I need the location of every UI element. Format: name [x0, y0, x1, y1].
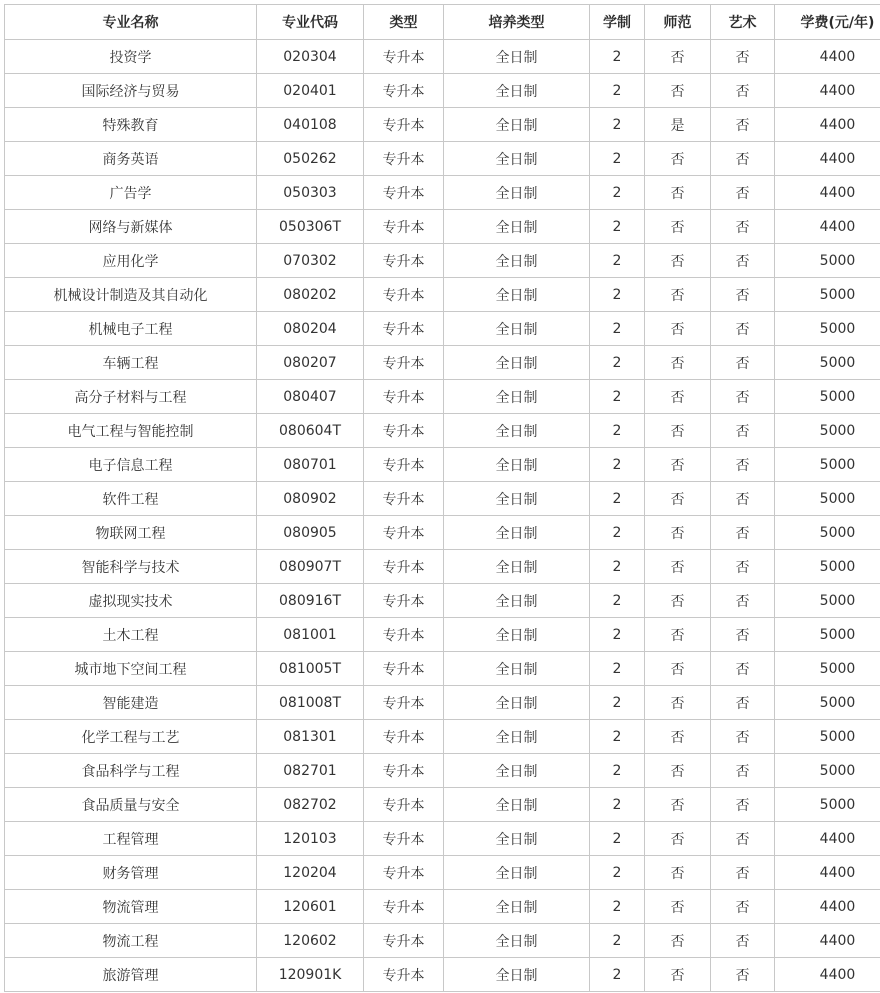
cell-teacher-training: 否 — [645, 618, 711, 652]
table-row — [5, 380, 880, 414]
header-row — [5, 5, 880, 40]
cell-major-code: 082702 — [257, 788, 364, 822]
cell-major-code: 020401 — [257, 74, 364, 108]
cell-type: 专升本 — [364, 244, 444, 278]
cell-major-name: 土木工程 — [5, 618, 257, 652]
header-type: 类型 — [364, 5, 444, 40]
table-row — [5, 618, 880, 652]
cell-teacher-training: 否 — [645, 244, 711, 278]
cell-major-code: 080902 — [257, 482, 364, 516]
cell-major-code: 120602 — [257, 924, 364, 958]
majors-table — [4, 4, 880, 992]
cell-major-name: 旅游管理 — [5, 958, 257, 992]
cell-type: 专升本 — [364, 448, 444, 482]
cell-duration: 2 — [590, 788, 645, 822]
cell-study-mode: 全日制 — [444, 278, 590, 312]
cell-study-mode: 全日制 — [444, 414, 590, 448]
cell-study-mode: 全日制 — [444, 924, 590, 958]
cell-type: 专升本 — [364, 142, 444, 176]
table-row — [5, 482, 880, 516]
cell-duration: 2 — [590, 176, 645, 210]
table-row — [5, 346, 880, 380]
cell-art: 否 — [711, 618, 775, 652]
header-art: 艺术 — [711, 5, 775, 40]
cell-major-code: 080202 — [257, 278, 364, 312]
cell-tuition: 4400 — [775, 958, 880, 992]
cell-art: 否 — [711, 346, 775, 380]
cell-art: 否 — [711, 380, 775, 414]
cell-major-name: 城市地下空间工程 — [5, 652, 257, 686]
cell-duration: 2 — [590, 448, 645, 482]
cell-tuition: 5000 — [775, 788, 880, 822]
cell-teacher-training: 否 — [645, 550, 711, 584]
cell-type: 专升本 — [364, 890, 444, 924]
table-row — [5, 720, 880, 754]
cell-type: 专升本 — [364, 312, 444, 346]
cell-art: 否 — [711, 924, 775, 958]
cell-tuition: 4400 — [775, 822, 880, 856]
cell-teacher-training: 否 — [645, 686, 711, 720]
cell-duration: 2 — [590, 414, 645, 448]
cell-tuition: 5000 — [775, 618, 880, 652]
cell-major-code: 081301 — [257, 720, 364, 754]
header-major-code: 专业代码 — [257, 5, 364, 40]
cell-type: 专升本 — [364, 210, 444, 244]
cell-study-mode: 全日制 — [444, 958, 590, 992]
cell-type: 专升本 — [364, 754, 444, 788]
cell-art: 否 — [711, 482, 775, 516]
cell-duration: 2 — [590, 380, 645, 414]
cell-art: 否 — [711, 856, 775, 890]
cell-major-name: 高分子材料与工程 — [5, 380, 257, 414]
cell-major-code: 080916T — [257, 584, 364, 618]
table-row — [5, 278, 880, 312]
cell-type: 专升本 — [364, 278, 444, 312]
cell-teacher-training: 否 — [645, 142, 711, 176]
cell-art: 否 — [711, 958, 775, 992]
cell-study-mode: 全日制 — [444, 516, 590, 550]
cell-type: 专升本 — [364, 414, 444, 448]
cell-study-mode: 全日制 — [444, 720, 590, 754]
cell-major-name: 虚拟现实技术 — [5, 584, 257, 618]
cell-teacher-training: 否 — [645, 720, 711, 754]
cell-tuition: 4400 — [775, 108, 880, 142]
cell-study-mode: 全日制 — [444, 448, 590, 482]
cell-teacher-training: 否 — [645, 652, 711, 686]
table-row — [5, 516, 880, 550]
cell-major-name: 广告学 — [5, 176, 257, 210]
cell-type: 专升本 — [364, 516, 444, 550]
cell-art: 否 — [711, 108, 775, 142]
cell-major-code: 120901K — [257, 958, 364, 992]
cell-teacher-training: 否 — [645, 822, 711, 856]
cell-major-name: 财务管理 — [5, 856, 257, 890]
cell-tuition: 5000 — [775, 482, 880, 516]
cell-art: 否 — [711, 788, 775, 822]
cell-teacher-training: 否 — [645, 754, 711, 788]
cell-tuition: 4400 — [775, 74, 880, 108]
cell-study-mode: 全日制 — [444, 788, 590, 822]
table-row — [5, 924, 880, 958]
cell-major-code: 070302 — [257, 244, 364, 278]
cell-type: 专升本 — [364, 346, 444, 380]
cell-type: 专升本 — [364, 822, 444, 856]
cell-major-code: 120601 — [257, 890, 364, 924]
cell-duration: 2 — [590, 856, 645, 890]
cell-major-code: 020304 — [257, 40, 364, 74]
cell-study-mode: 全日制 — [444, 244, 590, 278]
cell-teacher-training: 否 — [645, 312, 711, 346]
cell-type: 专升本 — [364, 652, 444, 686]
cell-tuition: 5000 — [775, 754, 880, 788]
cell-type: 专升本 — [364, 856, 444, 890]
table-row — [5, 142, 880, 176]
cell-major-code: 120103 — [257, 822, 364, 856]
cell-study-mode: 全日制 — [444, 482, 590, 516]
cell-study-mode: 全日制 — [444, 890, 590, 924]
cell-major-name: 机械设计制造及其自动化 — [5, 278, 257, 312]
cell-study-mode: 全日制 — [444, 856, 590, 890]
cell-major-name: 应用化学 — [5, 244, 257, 278]
cell-major-name: 车辆工程 — [5, 346, 257, 380]
header-major-name: 专业名称 — [5, 5, 257, 40]
table-row — [5, 652, 880, 686]
cell-tuition: 5000 — [775, 414, 880, 448]
cell-tuition: 4400 — [775, 924, 880, 958]
cell-type: 专升本 — [364, 618, 444, 652]
cell-major-name: 智能建造 — [5, 686, 257, 720]
cell-major-code: 080604T — [257, 414, 364, 448]
cell-art: 否 — [711, 176, 775, 210]
cell-teacher-training: 否 — [645, 414, 711, 448]
cell-teacher-training: 否 — [645, 856, 711, 890]
cell-art: 否 — [711, 516, 775, 550]
cell-teacher-training: 否 — [645, 74, 711, 108]
table-row — [5, 448, 880, 482]
cell-type: 专升本 — [364, 550, 444, 584]
cell-study-mode: 全日制 — [444, 108, 590, 142]
cell-major-code: 081005T — [257, 652, 364, 686]
cell-duration: 2 — [590, 890, 645, 924]
cell-art: 否 — [711, 244, 775, 278]
cell-duration: 2 — [590, 142, 645, 176]
cell-major-code: 050306T — [257, 210, 364, 244]
table-row — [5, 822, 880, 856]
cell-major-name: 特殊教育 — [5, 108, 257, 142]
cell-study-mode: 全日制 — [444, 380, 590, 414]
cell-major-code: 120204 — [257, 856, 364, 890]
cell-study-mode: 全日制 — [444, 40, 590, 74]
cell-duration: 2 — [590, 550, 645, 584]
cell-major-name: 工程管理 — [5, 822, 257, 856]
cell-tuition: 4400 — [775, 176, 880, 210]
cell-major-code: 050303 — [257, 176, 364, 210]
cell-teacher-training: 否 — [645, 40, 711, 74]
cell-major-name: 电气工程与智能控制 — [5, 414, 257, 448]
cell-duration: 2 — [590, 754, 645, 788]
cell-teacher-training: 否 — [645, 210, 711, 244]
cell-duration: 2 — [590, 686, 645, 720]
cell-tuition: 5000 — [775, 346, 880, 380]
cell-major-code: 081008T — [257, 686, 364, 720]
cell-major-name: 电子信息工程 — [5, 448, 257, 482]
cell-duration: 2 — [590, 108, 645, 142]
cell-teacher-training: 否 — [645, 788, 711, 822]
cell-duration: 2 — [590, 958, 645, 992]
cell-duration: 2 — [590, 720, 645, 754]
cell-major-name: 智能科学与技术 — [5, 550, 257, 584]
cell-duration: 2 — [590, 652, 645, 686]
cell-art: 否 — [711, 278, 775, 312]
cell-teacher-training: 是 — [645, 108, 711, 142]
cell-art: 否 — [711, 822, 775, 856]
cell-duration: 2 — [590, 516, 645, 550]
cell-type: 专升本 — [364, 176, 444, 210]
cell-major-code: 080204 — [257, 312, 364, 346]
table-row — [5, 890, 880, 924]
cell-type: 专升本 — [364, 74, 444, 108]
cell-study-mode: 全日制 — [444, 550, 590, 584]
cell-tuition: 5000 — [775, 516, 880, 550]
cell-major-name: 物流管理 — [5, 890, 257, 924]
header-duration: 学制 — [590, 5, 645, 40]
cell-duration: 2 — [590, 482, 645, 516]
cell-tuition: 4400 — [775, 40, 880, 74]
cell-tuition: 4400 — [775, 890, 880, 924]
cell-type: 专升本 — [364, 686, 444, 720]
cell-study-mode: 全日制 — [444, 176, 590, 210]
cell-art: 否 — [711, 652, 775, 686]
cell-tuition: 5000 — [775, 686, 880, 720]
table-row — [5, 312, 880, 346]
cell-tuition: 5000 — [775, 584, 880, 618]
cell-study-mode: 全日制 — [444, 652, 590, 686]
cell-study-mode: 全日制 — [444, 686, 590, 720]
cell-type: 专升本 — [364, 788, 444, 822]
header-tuition: 学费(元/年) — [775, 5, 880, 40]
cell-tuition: 5000 — [775, 278, 880, 312]
cell-type: 专升本 — [364, 584, 444, 618]
cell-major-code: 080407 — [257, 380, 364, 414]
cell-type: 专升本 — [364, 958, 444, 992]
header-teacher-training: 师范 — [645, 5, 711, 40]
cell-tuition: 5000 — [775, 244, 880, 278]
cell-major-name: 商务英语 — [5, 142, 257, 176]
table-row — [5, 176, 880, 210]
cell-duration: 2 — [590, 924, 645, 958]
cell-tuition: 5000 — [775, 720, 880, 754]
cell-teacher-training: 否 — [645, 482, 711, 516]
table-row — [5, 108, 880, 142]
cell-tuition: 4400 — [775, 856, 880, 890]
table-body — [5, 40, 880, 992]
cell-teacher-training: 否 — [645, 924, 711, 958]
table-header — [5, 5, 880, 40]
cell-art: 否 — [711, 890, 775, 924]
cell-major-name: 食品科学与工程 — [5, 754, 257, 788]
cell-major-name: 化学工程与工艺 — [5, 720, 257, 754]
cell-duration: 2 — [590, 346, 645, 380]
cell-duration: 2 — [590, 40, 645, 74]
cell-art: 否 — [711, 40, 775, 74]
cell-major-code: 082701 — [257, 754, 364, 788]
cell-study-mode: 全日制 — [444, 822, 590, 856]
cell-major-code: 080207 — [257, 346, 364, 380]
cell-teacher-training: 否 — [645, 346, 711, 380]
cell-duration: 2 — [590, 822, 645, 856]
cell-teacher-training: 否 — [645, 278, 711, 312]
cell-major-name: 软件工程 — [5, 482, 257, 516]
cell-type: 专升本 — [364, 380, 444, 414]
cell-study-mode: 全日制 — [444, 754, 590, 788]
cell-tuition: 5000 — [775, 652, 880, 686]
cell-art: 否 — [711, 584, 775, 618]
cell-major-code: 080905 — [257, 516, 364, 550]
table-row — [5, 414, 880, 448]
cell-duration: 2 — [590, 74, 645, 108]
cell-study-mode: 全日制 — [444, 584, 590, 618]
table-row — [5, 686, 880, 720]
cell-art: 否 — [711, 754, 775, 788]
cell-major-name: 网络与新媒体 — [5, 210, 257, 244]
cell-major-code: 040108 — [257, 108, 364, 142]
cell-type: 专升本 — [364, 40, 444, 74]
cell-major-name: 机械电子工程 — [5, 312, 257, 346]
cell-major-code: 080907T — [257, 550, 364, 584]
cell-teacher-training: 否 — [645, 958, 711, 992]
cell-type: 专升本 — [364, 924, 444, 958]
cell-tuition: 4400 — [775, 210, 880, 244]
cell-major-code: 081001 — [257, 618, 364, 652]
header-study-mode: 培养类型 — [444, 5, 590, 40]
table-row — [5, 210, 880, 244]
cell-study-mode: 全日制 — [444, 346, 590, 380]
cell-tuition: 5000 — [775, 448, 880, 482]
cell-duration: 2 — [590, 312, 645, 346]
cell-teacher-training: 否 — [645, 516, 711, 550]
table-row — [5, 584, 880, 618]
cell-art: 否 — [711, 686, 775, 720]
table-row — [5, 74, 880, 108]
cell-duration: 2 — [590, 278, 645, 312]
cell-duration: 2 — [590, 210, 645, 244]
cell-major-name: 投资学 — [5, 40, 257, 74]
cell-teacher-training: 否 — [645, 890, 711, 924]
cell-tuition: 5000 — [775, 380, 880, 414]
cell-tuition: 5000 — [775, 550, 880, 584]
cell-tuition: 5000 — [775, 312, 880, 346]
cell-major-name: 物流工程 — [5, 924, 257, 958]
table-row — [5, 40, 880, 74]
cell-major-name: 国际经济与贸易 — [5, 74, 257, 108]
table-row — [5, 958, 880, 992]
cell-teacher-training: 否 — [645, 380, 711, 414]
cell-duration: 2 — [590, 618, 645, 652]
cell-art: 否 — [711, 550, 775, 584]
table-row — [5, 856, 880, 890]
cell-art: 否 — [711, 74, 775, 108]
cell-art: 否 — [711, 414, 775, 448]
cell-study-mode: 全日制 — [444, 74, 590, 108]
cell-duration: 2 — [590, 584, 645, 618]
cell-type: 专升本 — [364, 108, 444, 142]
cell-study-mode: 全日制 — [444, 210, 590, 244]
cell-study-mode: 全日制 — [444, 618, 590, 652]
cell-teacher-training: 否 — [645, 584, 711, 618]
cell-tuition: 4400 — [775, 142, 880, 176]
cell-major-name: 食品质量与安全 — [5, 788, 257, 822]
cell-art: 否 — [711, 448, 775, 482]
table-row — [5, 788, 880, 822]
cell-teacher-training: 否 — [645, 448, 711, 482]
table-row — [5, 244, 880, 278]
cell-art: 否 — [711, 720, 775, 754]
cell-major-code: 080701 — [257, 448, 364, 482]
cell-major-name: 物联网工程 — [5, 516, 257, 550]
table-row — [5, 550, 880, 584]
cell-art: 否 — [711, 312, 775, 346]
cell-art: 否 — [711, 210, 775, 244]
cell-teacher-training: 否 — [645, 176, 711, 210]
cell-type: 专升本 — [364, 482, 444, 516]
cell-study-mode: 全日制 — [444, 142, 590, 176]
cell-major-code: 050262 — [257, 142, 364, 176]
cell-art: 否 — [711, 142, 775, 176]
cell-duration: 2 — [590, 244, 645, 278]
table-row — [5, 754, 880, 788]
cell-study-mode: 全日制 — [444, 312, 590, 346]
cell-type: 专升本 — [364, 720, 444, 754]
